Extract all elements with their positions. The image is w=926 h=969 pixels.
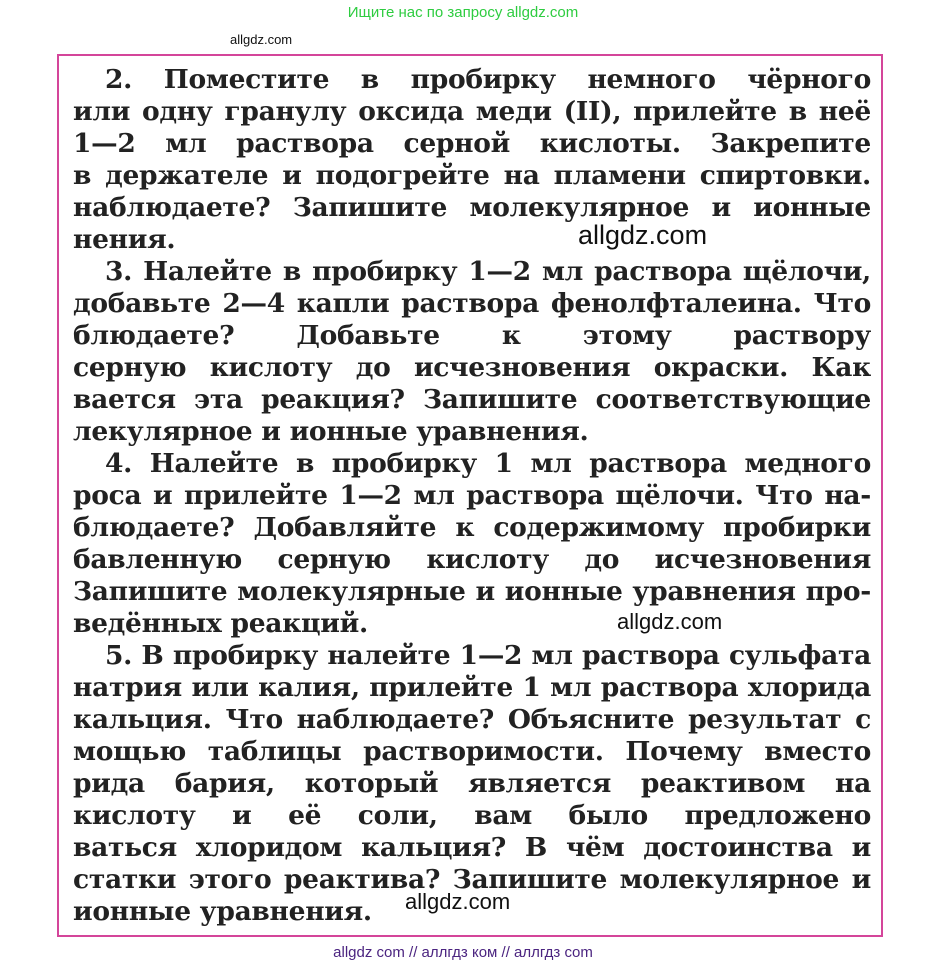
text-line: лекулярное и ионные уравнения. <box>73 416 589 447</box>
text-line: мощью таблицы растворимости. Почему вместо <box>73 736 871 767</box>
paragraph-first-line: 5. В пробирку налейте 1—2 мл раствора сульфата <box>105 640 871 671</box>
watermark-top: allgdz.com <box>230 32 293 47</box>
text-line: ваться хлоридом кальция? В чём достоинства и <box>73 832 871 863</box>
paragraph-first-line: 2. Поместите в пробирку немного чёрного <box>105 64 871 95</box>
watermark: allgdz.com <box>578 220 708 250</box>
exercise-text <box>73 64 871 928</box>
search-banner: Ищите нас по запросу allgdz.com <box>347 4 579 21</box>
text-line: в держателе и подогрейте на пламени спиртовки. <box>73 160 871 191</box>
text-line: ионные уравнения. <box>73 896 372 927</box>
text-line: статки этого реактива? Запишите молекулярное и <box>73 864 871 895</box>
text-line: бавленную серную кислоту до исчезновения <box>73 544 871 575</box>
text-line: натрия или калия, прилейте 1 мл раствора хлорида <box>73 672 871 703</box>
text-line: добавьте 2—4 капли раствора фенолфталеина. Что <box>73 288 871 319</box>
text-line: блюдаете? Добавляйте к содержимому пробирки <box>73 512 871 543</box>
text-line: роса и прилейте 1—2 мл раствора щёлочи. Что на- <box>73 480 871 511</box>
text-line: блюдаете? Добавьте к этому раствору <box>73 320 871 351</box>
text-line: наблюдаете? Запишите молекулярное и ионные <box>73 192 871 223</box>
textbook-frame <box>57 54 883 937</box>
text-line: вается эта реакция? Запишите соответствующие <box>73 384 871 415</box>
text-line: Запишите молекулярные и ионные уравнения про- <box>73 576 871 607</box>
text-line: кальция. Что наблюдаете? Объясните результат с <box>73 704 871 735</box>
text-line: или одну гранулу оксида меди (II), прилейте в неё <box>73 96 871 127</box>
text-line: 1—2 мл раствора серной кислоты. Закрепите <box>73 128 871 159</box>
watermark: allgdz.com <box>617 609 723 634</box>
watermark: allgdz.com <box>405 889 511 914</box>
text-line: ведённых реакций. <box>73 608 368 639</box>
paragraph-first-line: 3. Налейте в пробирку 1—2 мл раствора щёлочи, <box>105 256 871 287</box>
paragraph-first-line: 4. Налейте в пробирку 1 мл раствора медного <box>105 448 871 479</box>
text-line: нения. <box>73 224 176 255</box>
footer-watermark: allgdz com // аллгдз ком // аллгдз com <box>333 944 593 961</box>
text-line: рида бария, который является реактивом на <box>73 768 871 799</box>
text-line: кислоту и её соли, вам было предложено <box>73 800 871 831</box>
text-line: серную кислоту до исчезновения окраски. Как <box>73 352 871 383</box>
